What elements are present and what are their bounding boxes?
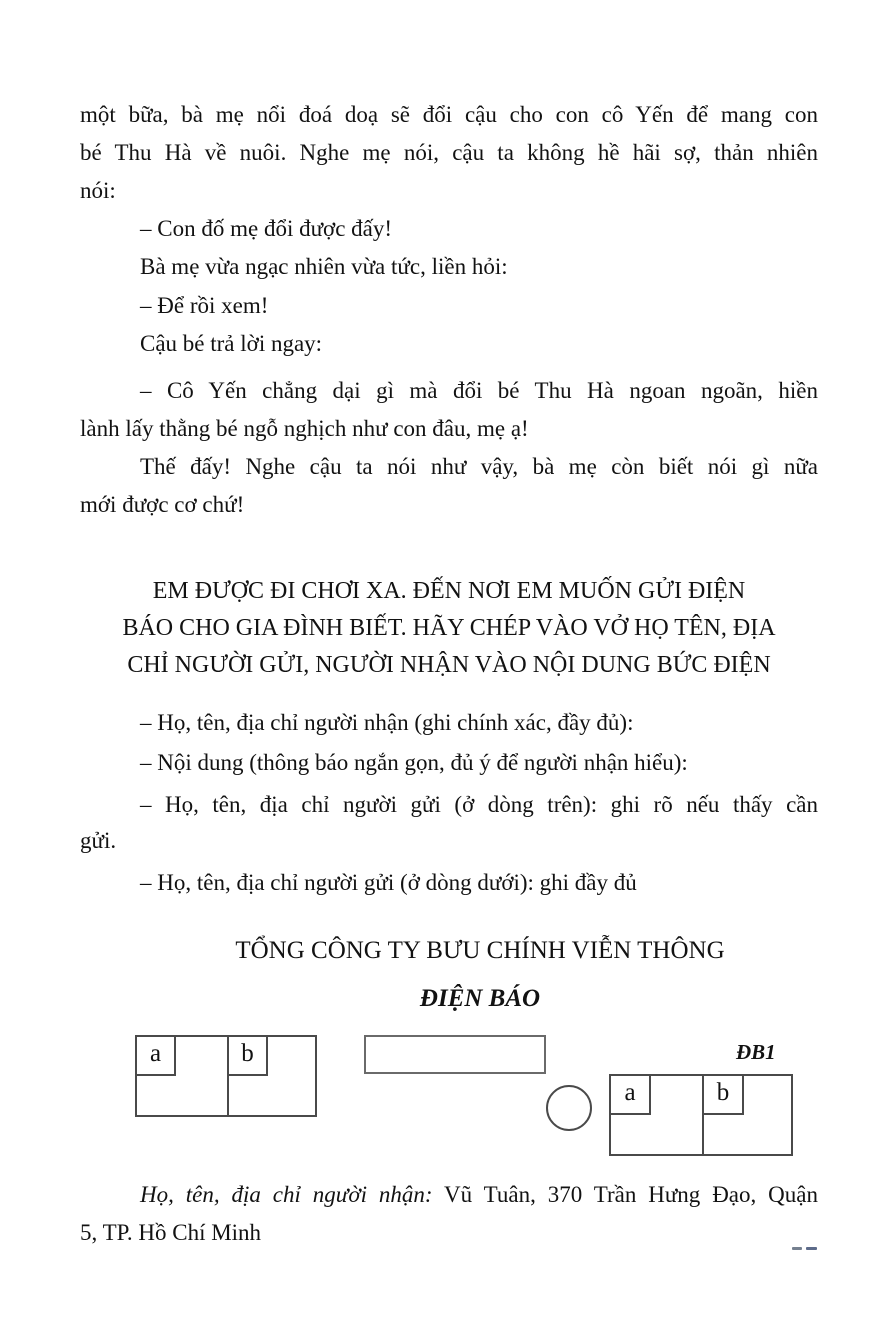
story-line: nói: — [80, 178, 116, 203]
story-dialogue-line: – Để rồi xem! — [140, 293, 269, 318]
exercise-heading-line: CHỈ NGƯỜI GỬI, NGƯỜI NHẬN VÀO NỘI DUNG BỨC ĐIỆN — [127, 652, 771, 678]
story-line: bé Thu Hà về nuôi. Nghe mẹ nói, cậu ta không hề hãi sợ, thản nhiên — [80, 140, 818, 165]
page-number-artifact — [792, 1247, 802, 1250]
bullet-item: – Họ, tên, địa chỉ người gửi (ở dòng dưới): ghi đầy đủ — [140, 870, 637, 895]
bullet-item: – Họ, tên, địa chỉ người gửi (ở dòng trên): ghi rõ nếu thấy cần — [140, 792, 818, 817]
exercise-heading-line: EM ĐƯỢC ĐI CHƠI XA. ĐẾN NƠI EM MUỐN GỬI ĐIỆN — [152, 578, 746, 604]
right-form-cell-a — [609, 1074, 651, 1115]
recipient-label: Họ, tên, địa chỉ người nhận: — [140, 1182, 433, 1207]
story-dialogue-line: – Cô Yến chẳng dại gì mà đổi bé Thu Hà ngoan ngoãn, hiền — [140, 378, 818, 403]
form-code-label: ĐB1 — [736, 1040, 776, 1064]
page-number-artifact — [806, 1247, 817, 1250]
cell-label-b: b — [241, 1040, 254, 1067]
bullet-item: – Nội dung (thông báo ngắn gọn, đủ ý để người nhận hiểu): — [140, 750, 688, 775]
telegram-form-title: ĐIỆN BÁO — [419, 985, 541, 1012]
recipient-value: Vũ Tuân, 370 Trần Hưng Đạo, Quận — [432, 1182, 818, 1207]
middle-blank-field — [364, 1035, 546, 1074]
exercise-heading-line: BÁO CHO GIA ĐÌNH BIẾT. HÃY CHÉP VÀO VỞ HỌ TÊN, ĐỊA — [122, 615, 776, 641]
telegram-company-title: TỔNG CÔNG TY BƯU CHÍNH VIỄN THÔNG — [235, 937, 725, 964]
bullet-item-continuation: gửi. — [80, 828, 117, 853]
left-form-cell-b — [227, 1035, 268, 1076]
story-line: Cậu bé trả lời ngay: — [140, 331, 323, 356]
recipient-line: 5, TP. Hồ Chí Minh — [80, 1220, 262, 1245]
story-line: một bữa, bà mẹ nổi đoá doạ sẽ đổi cậu cho con cô Yến để mang con — [80, 102, 818, 127]
story-dialogue-line: – Con đố mẹ đổi được đấy! — [140, 216, 393, 241]
left-form-cell-a — [135, 1035, 176, 1076]
cell-label-a: a — [149, 1040, 162, 1067]
right-form-cell-b — [702, 1074, 744, 1115]
recipient-line — [80, 1176, 818, 1214]
cell-label-a: a — [624, 1079, 636, 1106]
story-line: lành lấy thằng bé ngỗ nghịch như con đâu, mẹ ạ! — [80, 416, 529, 441]
bullet-item: – Họ, tên, địa chỉ người nhận (ghi chính xác, đầy đủ): — [140, 710, 634, 735]
story-line: Thế đấy! Nghe cậu ta nói như vậy, bà mẹ còn biết nói gì nữa — [140, 454, 818, 479]
cell-label-b: b — [716, 1079, 730, 1106]
story-line: Bà mẹ vừa ngạc nhiên vừa tức, liền hỏi: — [140, 254, 508, 279]
stamp-circle — [546, 1085, 592, 1131]
story-line: mới được cơ chứ! — [80, 492, 245, 517]
